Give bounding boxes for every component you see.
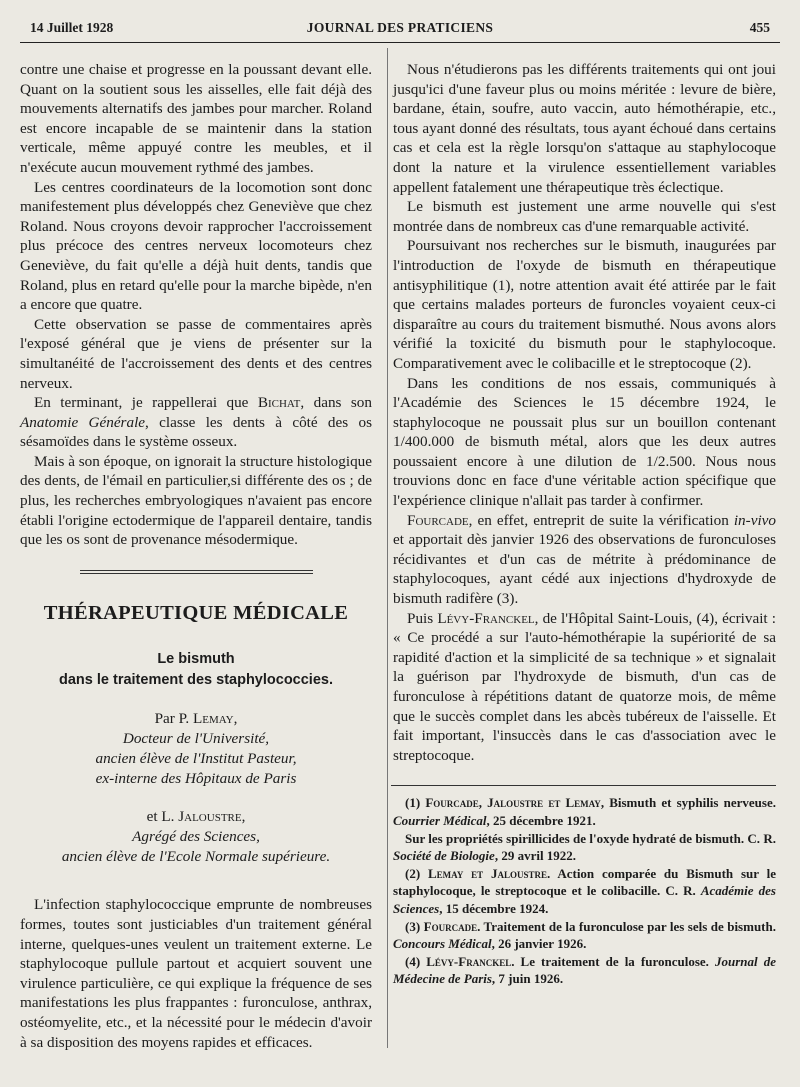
section-title: THÉRAPEUTIQUE MÉDICALE	[43, 601, 349, 624]
paragraph: Dans les conditions de nos essais, communiqués à l'Académie des Sciences le 15 décembre 1924, le staphylocoque ne poussait plus sur un bouillon contenant 1/400.000 de bismuth métal, alors que les deux autres poussaient encore à une dilution de 1/2.500. Nous nous trouvions donc en face d'une véritable action spécifique que l'expérience clinique n'allait pas tarder à confirmer.	[393, 374, 776, 510]
separator-rule	[80, 573, 313, 574]
author-name: Bichat	[257, 394, 301, 412]
footnote-authors: Lemay et Jaloustre	[427, 865, 547, 881]
journal-title: Journal de Médecine de Paris	[393, 953, 776, 987]
paragraph: Nous n'étudierons pas les différents traitements qui ont joui jusqu'ici d'une faveur plus ou moins méritée : levure de bière, bardane, étain, soufre, auto vaccin, auto hémothérapie, etc., tous ayant donné des résultats, tous ayant échoué dans certains cas et cela est la règle lorsqu'on s'attaque au staphylocoque dont la nature et la virulence essentiellement variables appellent fatalement une thérapeutique très éclectique.	[393, 61, 776, 196]
footnote	[393, 953, 776, 988]
author-name: Fourcade	[407, 511, 469, 529]
journal-title: Courrier Médical	[393, 812, 487, 828]
text-run: ,	[233, 710, 238, 728]
footnote-number: (3)	[405, 918, 424, 934]
text-run: Puis	[407, 609, 438, 627]
journal-title: Académie des Sciences	[393, 883, 776, 916]
footnote	[393, 865, 776, 918]
text-run: . Traitement de la furonculose par les sels de bismuth.	[477, 918, 776, 934]
page-number: 455	[749, 20, 770, 35]
text-run: , classe les dents à côté des os sésamoïdes dans le système osseux.	[20, 413, 372, 451]
paragraph: Cette observation se passe de commentaires après l'exposé général que je viens de présenter sur la simultanéité de l'accroissement des dents et des centres nerveux.	[20, 315, 372, 392]
footnote-authors: Fourcade, Jaloustre et Lemay	[425, 795, 601, 811]
footnote	[393, 918, 776, 953]
author-line	[20, 709, 372, 729]
work-title: Anatomie Générale	[20, 413, 146, 431]
separator-rule	[80, 570, 313, 571]
article-title-line: dans le traitement des staphylococcies.	[59, 672, 333, 689]
paragraph	[393, 609, 776, 766]
author-name: Lévy-Franckel	[437, 609, 535, 627]
text-run: et apportait dès janvier 1926 des observations de furonculoses récidivantes et d'un cas de métrite à prédominance de staphylocoques, ayant cédé aux injections d'hydroxyde de bismuth radifère (3).	[393, 531, 776, 608]
text-run: , 15 décembre 1924.	[439, 900, 549, 916]
header-rule	[20, 42, 780, 43]
text-run: , Bismuth et syphilis nerveuse.	[600, 795, 776, 811]
author-line	[20, 807, 372, 827]
footnote-number: (1)	[405, 795, 426, 811]
paragraph: L'infection staphylococcique emprunte de nombreuses formes, toutes sont justiciables d'un traitement général interne, quelques-unes veulent un traitement externe. Le staphylocoque pullule partout et acquiert souvent une virulence particulière, ce qui explique la fréquence de ses manifestations les plus frappantes : furonculose, anthrax, ostéomyelite, etc., et la nécessité pour le médecin d'avoir à sa disposition des moyens rapides et efficaces.	[20, 896, 372, 1051]
journal-name: JOURNAL DES PRATICIENS	[306, 20, 494, 35]
footnote-authors: Lévy-Franckel	[426, 953, 512, 969]
journal-title: Société de Biologie	[393, 848, 495, 864]
paragraph	[393, 511, 776, 609]
paragraph: Mais à son époque, on ignorait la structure histologique des dents, de l'émail en particulier,si différente des os ; de plus, les recherches embryologiques n'avaient pas encore établi l'origine ectodermique de l'appareil dentaire, tandis que les os sont de provenance mésodermique.	[20, 452, 372, 549]
footnotes	[393, 794, 776, 988]
footnote-number: (4)	[405, 953, 427, 969]
footnote	[393, 794, 776, 829]
author-title: ancien élève de l'Ecole Normale supérieure.	[61, 848, 331, 866]
footnote-authors: Fourcade	[423, 918, 478, 934]
paragraph	[20, 393, 372, 452]
text-run: et L.	[146, 808, 179, 826]
column-rule	[387, 48, 388, 1048]
author-title: Docteur de l'Université,	[122, 730, 270, 748]
footnote-rule	[391, 785, 776, 786]
text-run: Sur les propriétés spirillicides de l'oxyde hydraté de bismuth. C. R.	[405, 830, 776, 846]
right-column	[393, 60, 776, 988]
running-header	[30, 20, 770, 40]
text-run: , 26 janvier 1926.	[491, 936, 587, 952]
text-run: in-vivo	[733, 511, 776, 529]
author-title: ex-interne des Hôpitaux de Paris	[95, 770, 297, 788]
paragraph: contre une chaise et progresse en la poussant devant elle. Quant on la soutient sous les aisselles, elle fait déjà des mouvements alternatifs des jambes pour marcher. Roland est encore incapable de se maintenir dans la station verticale, même appuyé contre les meubles, et il n'exécute aucun mouvement rythmé des jambes.	[20, 61, 372, 176]
paragraph: Le bismuth est justement une arme nouvelle qui s'est montrée dans de nombreux cas d'une remarquable activité.	[393, 198, 776, 235]
issue-date: 14 Juillet 1928	[30, 20, 114, 35]
text-run: , 29 avril 1922.	[494, 848, 577, 864]
left-column	[20, 60, 372, 1052]
footnote	[393, 830, 776, 865]
footnote-number: (2)	[405, 865, 428, 881]
text-run: ,	[241, 808, 246, 826]
text-run: . Le traitement de la furonculose.	[511, 953, 715, 969]
author-name: Lemay	[192, 710, 234, 728]
article-title-line: Le bismuth	[157, 651, 235, 668]
text-run: , en effet, entreprit de suite la vérification	[468, 511, 734, 529]
text-run: , 25 décembre 1921.	[486, 812, 596, 828]
author-name: Jaloustre	[178, 808, 242, 826]
text-run: En terminant, je rappellerai que	[34, 394, 258, 412]
article-title	[20, 649, 372, 691]
text-run: . Action comparée du Bismuth sur le staphylocoque, le streptocoque et le colibacille. C. R.	[393, 865, 776, 899]
author-title: ancien élève de l'Institut Pasteur,	[95, 750, 297, 768]
text-run: , de l'Hôpital Saint-Louis, (4), écrivait : « Ce procédé a sur l'auto-hémothérapie la supériorité de sa rapidité d'action et la simplicité de sa technique » et signalait la guérison par l'hydroxyde de bismuth, d'un cas de furonculose à répétitions datant de quatorze mois, de même que le succès complet dans les abcès tubéreux de l'aisselle. Et fait important, l'insuccès dans le cas d'association avec le streptocoque.	[393, 609, 777, 764]
text-run: Par P.	[154, 710, 193, 728]
byline	[20, 709, 372, 867]
text-run: , dans son	[300, 394, 372, 412]
paragraph: Poursuivant nos recherches sur le bismuth, inaugurées par l'introduction de l'oxyde de bismuth en thérapeutique antisyphilitique (1), notre attention avait été attirée par le fait que certains malades porteurs de furoncles voyaient ceux-ci disparaître au cours du traitement bismuthé. Nous avons alors vérifié la toxicité du bismuth pour le staphylocoque. Comparativement avec le colibacille et le streptocoque (2).	[393, 237, 776, 372]
author-title: Agrégé des Sciences,	[132, 828, 260, 846]
text-run: , 7 juin 1926.	[491, 971, 564, 987]
paragraph: Les centres coordinateurs de la locomotion sont donc manifestement plus développés chez Geneviève que chez Roland. Nous croyons devoir rapprocher l'accroissement plus précoce des centres nerveux locomoteurs chez Geneviève, du fait qu'elle a déjà huit dents, tandis que Roland, plus en retard qu'elle pour la marche bipède, n'en a encore que quatre.	[20, 178, 372, 314]
journal-title: Concours Médical	[393, 936, 492, 952]
